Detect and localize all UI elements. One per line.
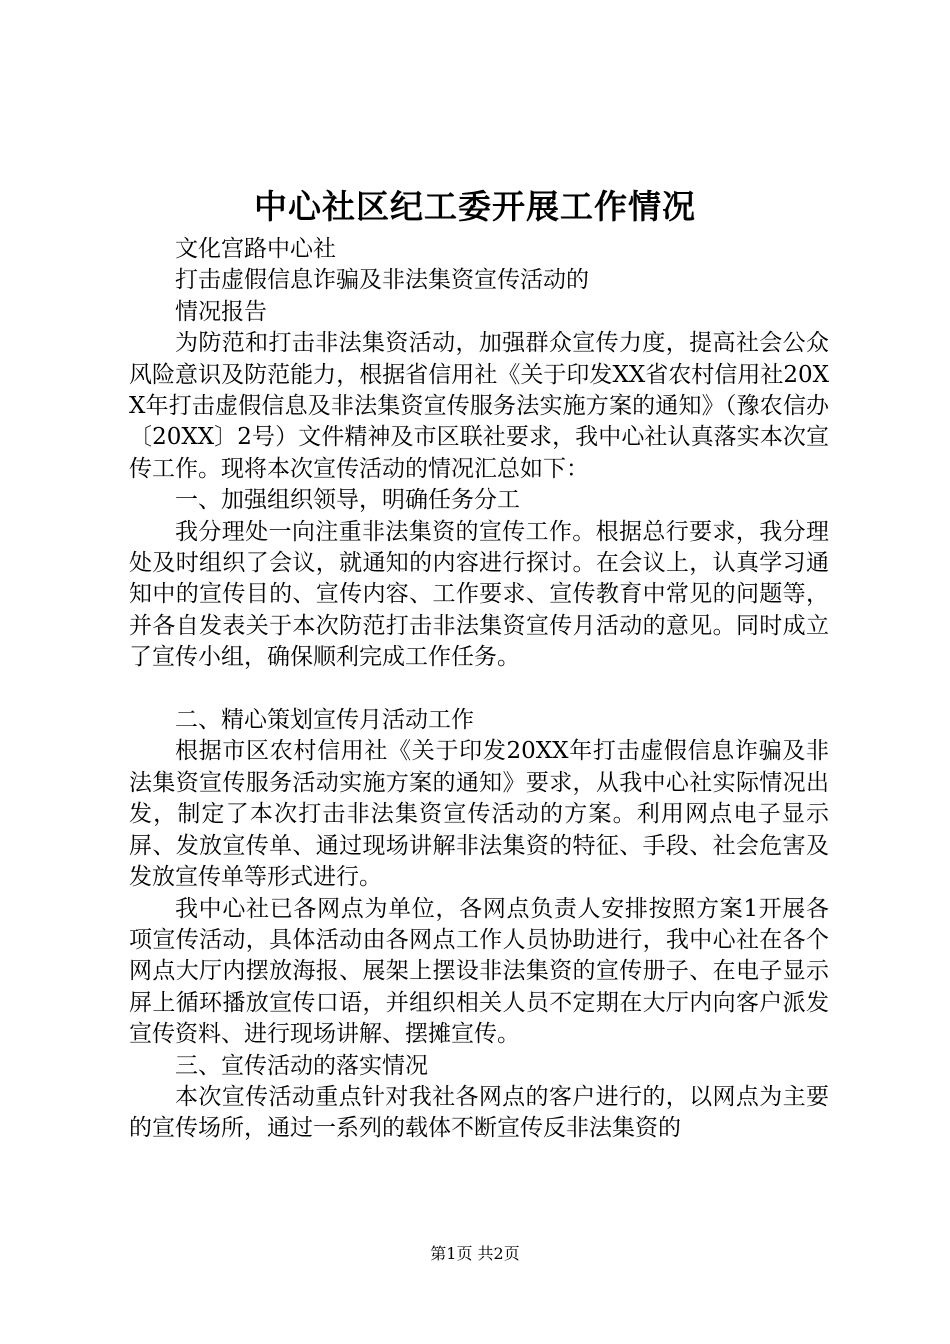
paragraph-section-3: 本次宣传活动重点针对我社各网点的客户进行的，以网点为主要的宣传场所，通过一系列的载体不断宣传反非法集资的	[129, 1083, 829, 1142]
paragraph-section-1: 我分理处一向注重非法集资的宣传工作。根据总行要求，我分理处及时组织了会议，就通知的内容进行探讨。在会议上，认真学习通知中的宣传目的、宣传内容、工作要求、宣传教育中常见的问题等，并各自发表关于本次防范打击非法集资宣传月活动的意见。同时成立了宣传小组，确保顺利完成工作任务。	[129, 518, 829, 671]
section-heading-1: 一、加强组织领导，明确任务分工	[175, 487, 520, 514]
paragraph-report-subject: 打击虚假信息诈骗及非法集资宣传活动的	[175, 267, 589, 294]
paragraph-org-name: 文化宫路中心社	[175, 236, 336, 262]
paragraph-section-2b: 我中心社已各网点为单位，各网点负责人安排按照方案1开展各项宣传活动，具体活动由各网点工作人员协助进行，我中心社在各个网点大厅内摆放海报、展架上摆设非法集资的宣传册子、在电子显示屏上循环播放宣传口语，并组织相关人员不定期在大厅内向客户派发宣传资料、进行现场讲解、摆摊宣传。	[129, 895, 829, 1048]
page-footer: 第1页 共2页	[430, 1244, 520, 1263]
paragraph-report-label: 情况报告	[175, 298, 267, 325]
section-heading-2: 二、精心策划宣传月活动工作	[175, 707, 474, 734]
document-title: 中心社区纪工委开展工作情况	[254, 187, 696, 226]
paragraph-section-2a: 根据市区农村信用社《关于印发20XX年打击虚假信息诈骗及非法集资宣传服务活动实施方案的通知》要求，从我中心社实际情况出发，制定了本次打击非法集资宣传活动的方案。利用网点电子显示屏、发放宣传单、通过现场讲解非法集资的特征、手段、社会危害及发放宣传单等形式进行。	[129, 738, 829, 891]
section-heading-3: 三、宣传活动的落实情况	[175, 1052, 428, 1079]
document-body	[129, 234, 829, 1145]
paragraph-intro: 为防范和打击非法集资活动，加强群众宣传力度，提高社会公众风险意识及防范能力，根据省信用社《关于印发XX省农村信用社20XX年打击虚假信息及非法集资宣传服务法实施方案的通知》（豫农信办〔20XX〕2号）文件精神及市区联社要求，我中心社认真落实本次宣传工作。现将本次宣传活动的情况汇总如下：	[129, 330, 829, 482]
